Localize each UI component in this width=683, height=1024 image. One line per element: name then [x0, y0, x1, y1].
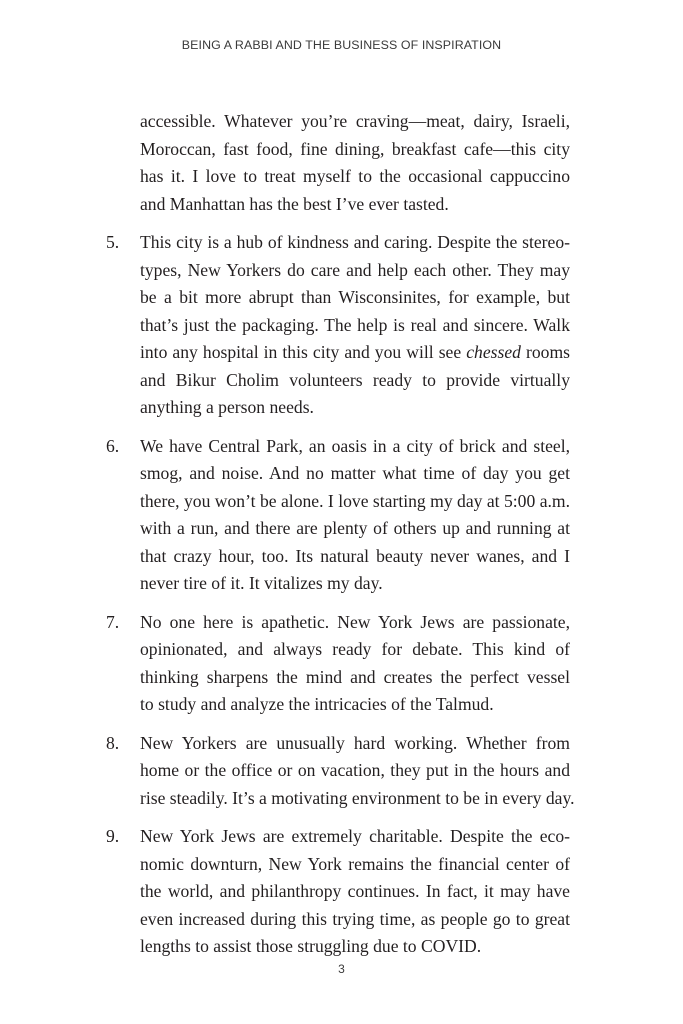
text-line: never tire of it. It vitalizes my day.: [140, 573, 383, 593]
text-line: there, you won’t be alone. I love starting my day at 5:00 a.m.: [140, 490, 570, 511]
text-line: home or the office or on vacation, they put in the hours and: [140, 760, 570, 780]
list-item-6: [106, 433, 570, 598]
text-line: smog, and noise. And no matter what time of day you get: [140, 463, 570, 483]
text-line-with-italic: [140, 339, 570, 367]
numbered-list: [106, 229, 575, 961]
text-line: to study and analyze the intricacies of the Talmud.: [140, 694, 494, 714]
text-line: New Yorkers are unusually hard working. Whether from: [140, 732, 570, 753]
text-line: types, New Yorkers do care and help each other. They may: [140, 259, 570, 280]
text-line: and Bikur Cholim volunteers ready to provide virtually: [140, 369, 570, 390]
text-line: Moroccan, fast food, fine dining, breakfast cafe—this city: [140, 138, 570, 159]
text-line: accessible. Whatever you’re craving—meat, dairy, Israeli,: [140, 111, 570, 131]
text-run: rooms: [520, 342, 570, 362]
page-number: 3: [338, 962, 345, 976]
list-item-9: [106, 823, 570, 961]
text-line: nomic downturn, New York remains the financial center of: [140, 853, 570, 874]
list-number: 9.: [106, 826, 120, 846]
text-line: rise steadily. It’s a motivating environment to be in every day.: [140, 787, 575, 808]
text-line: anything a person needs.: [140, 397, 314, 417]
text-line: with a run, and there are plenty of others up and running at: [140, 518, 570, 538]
text-line: and Manhattan has the best I’ve ever tasted.: [140, 193, 449, 214]
text-line: even increased during this trying time, as people go to great: [140, 908, 570, 929]
text-line: lengths to assist those struggling due to COVID.: [140, 936, 482, 956]
text-line: This city is a hub of kindness and caring. Despite the stereo-: [140, 232, 570, 252]
continuation-paragraph: [140, 108, 570, 218]
list-number: 8.: [106, 732, 120, 753]
italic-term: chessed: [466, 342, 521, 362]
text-line: thinking sharpens the mind and creates the perfect vessel: [140, 666, 570, 687]
list-number: 6.: [106, 435, 120, 456]
text-line: No one here is apathetic. New York Jews are passionate,: [140, 611, 570, 632]
text-line: that crazy hour, too. Its natural beauty never wanes, and I: [140, 545, 570, 566]
list-number: 7.: [106, 611, 120, 632]
text-line: opinionated, and always ready for debate. This kind of: [140, 639, 570, 659]
list-number: 5.: [106, 232, 120, 252]
text-line: that’s just the packaging. The help is real and sincere. Walk: [140, 314, 570, 335]
text-line: has it. I love to treat myself to the occasional cappuccino: [140, 166, 570, 186]
text-line: be a bit more abrupt than Wisconsinites, for example, but: [140, 287, 570, 307]
list-item-7: [106, 609, 570, 719]
running-head: BEING A RABBI AND THE BUSINESS OF INSPIRATION: [181, 38, 502, 52]
list-item-5: [106, 229, 570, 422]
text-line: We have Central Park, an oasis in a city of brick and steel,: [140, 435, 570, 456]
text-line: the world, and philanthropy continues. In fact, it may have: [140, 881, 570, 901]
list-item-8: [106, 730, 575, 813]
text-run: into any hospital in this city and you will see: [140, 342, 467, 362]
body-text: [106, 108, 575, 961]
text-line: New York Jews are extremely charitable. Despite the eco-: [140, 826, 570, 846]
